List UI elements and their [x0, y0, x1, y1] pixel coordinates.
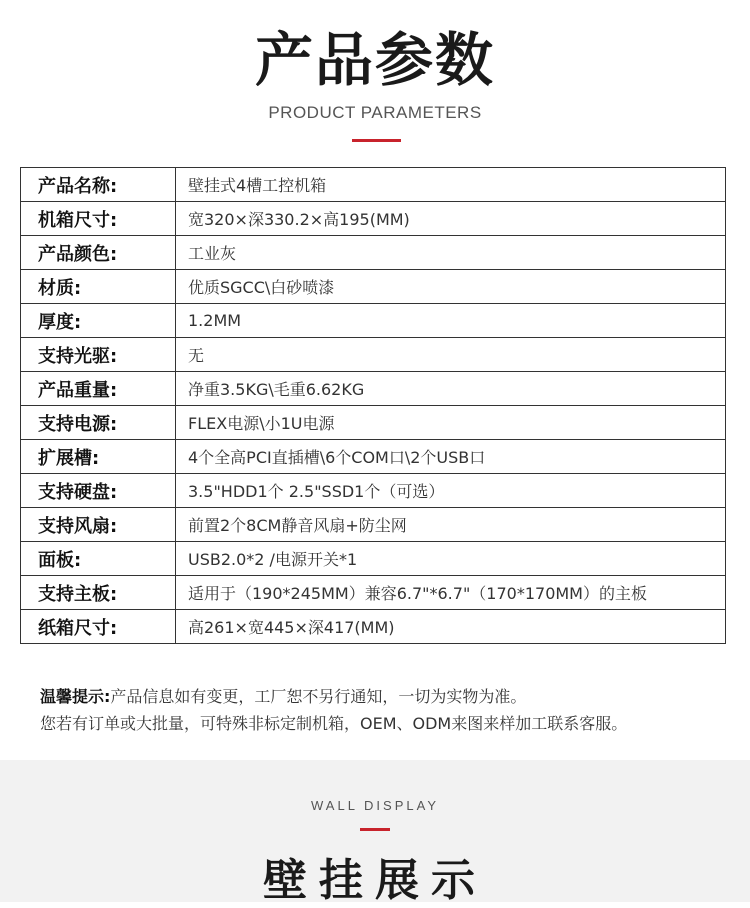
- page-subtitle: PRODUCT PARAMETERS: [268, 103, 482, 122]
- param-label: 产品重量:: [21, 372, 176, 406]
- param-label: 扩展槽:: [21, 440, 176, 474]
- notice-line-1: [40, 683, 730, 710]
- table-row: [21, 576, 726, 610]
- notice-text-1: 产品信息如有变更，工厂恕不另行通知，一切为实物为准。: [110, 687, 527, 706]
- param-value: 净重3.5KG\毛重6.62KG: [176, 372, 726, 406]
- table-row: [21, 270, 726, 304]
- param-value: 适用于（190*245MM）兼容6.7"*6.7"（170*170MM）的主板: [176, 576, 726, 610]
- table-row: [21, 406, 726, 440]
- param-value: 1.2MM: [176, 304, 726, 338]
- notice-line-2: 您若有订单或大批量，可特殊非标定制机箱，OEM、ODM来图来样加工联系客服。: [40, 714, 628, 733]
- params-table: [20, 167, 726, 644]
- table-row: [21, 542, 726, 576]
- param-label: 支持主板:: [21, 576, 176, 610]
- param-label: 厚度:: [21, 304, 176, 338]
- table-row: [21, 474, 726, 508]
- title-accent-line: [352, 139, 401, 142]
- param-label: 纸箱尺寸:: [21, 610, 176, 644]
- param-value: USB2.0*2 /电源开关*1: [176, 542, 726, 576]
- param-label: 面板:: [21, 542, 176, 576]
- param-label: 产品名称:: [21, 168, 176, 202]
- param-value: 工业灰: [176, 236, 726, 270]
- param-label: 支持硬盘:: [21, 474, 176, 508]
- table-row: [21, 372, 726, 406]
- param-value: 3.5"HDD1个 2.5"SSD1个（可选）: [176, 474, 726, 508]
- param-label: 支持电源:: [21, 406, 176, 440]
- notice-heading: 温馨提示:: [40, 687, 111, 706]
- param-value: 宽320×深330.2×高195(MM): [176, 202, 726, 236]
- table-row: [21, 168, 726, 202]
- param-label: 支持风扇:: [21, 508, 176, 542]
- param-label: 机箱尺寸:: [21, 202, 176, 236]
- param-label: 支持光驱:: [21, 338, 176, 372]
- table-row: [21, 610, 726, 644]
- table-row: [21, 440, 726, 474]
- param-value: 前置2个8CM静音风扇+防尘网: [176, 508, 726, 542]
- table-row: [21, 202, 726, 236]
- param-value: FLEX电源\小1U电源: [176, 406, 726, 440]
- table-row: [21, 338, 726, 372]
- wall-accent-line: [360, 828, 390, 831]
- table-row: [21, 236, 726, 270]
- param-value: 无: [176, 338, 726, 372]
- table-row: [21, 508, 726, 542]
- wall-display-section: [0, 760, 750, 906]
- param-value: 优质SGCC\白砂喷漆: [176, 270, 726, 304]
- notice-block: [40, 683, 730, 737]
- table-row: [21, 304, 726, 338]
- param-label: 产品颜色:: [21, 236, 176, 270]
- wall-subtitle: WALL DISPLAY: [311, 798, 439, 813]
- wall-title: 壁挂展示: [263, 855, 487, 906]
- param-value: 壁挂式4槽工控机箱: [176, 168, 726, 202]
- param-value: 4个全高PCI直插槽\6个COM口\2个USB口: [176, 440, 726, 474]
- param-label: 材质:: [21, 270, 176, 304]
- page-title: 产品参数: [254, 26, 495, 94]
- param-value: 高261×宽445×深417(MM): [176, 610, 726, 644]
